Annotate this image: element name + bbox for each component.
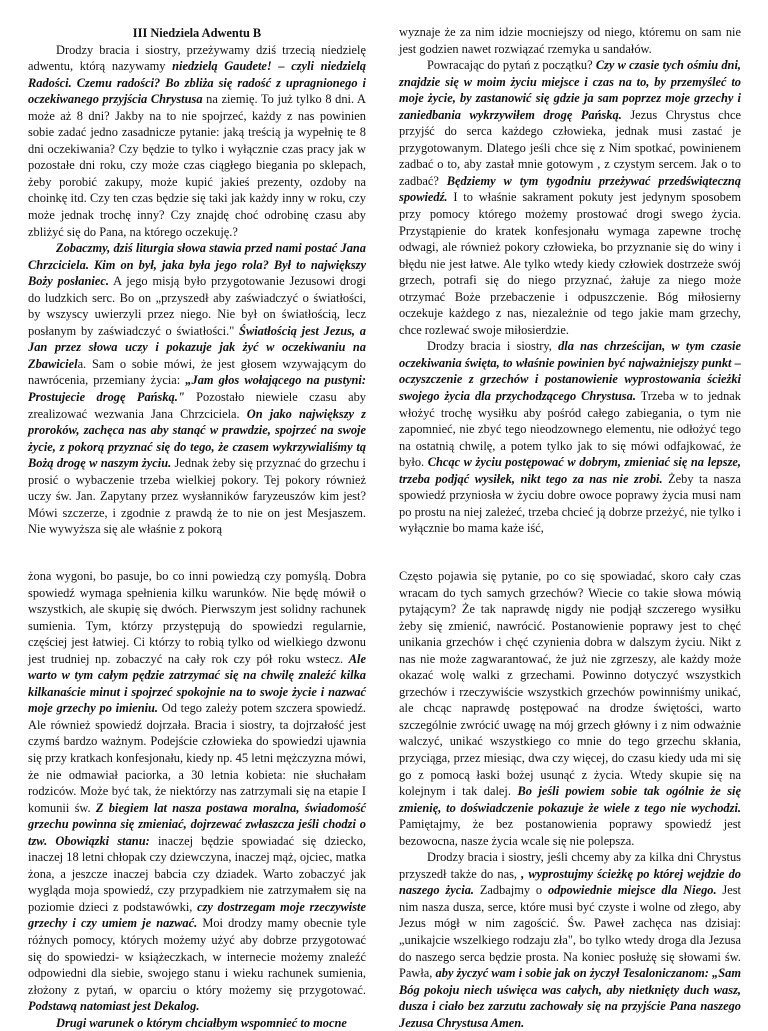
emphasis-text: Podstawą natomiast jest Dekalog. [28, 999, 200, 1014]
body-text: Powracając do pytań z początku? [427, 58, 596, 73]
paragraph [399, 57, 741, 338]
body-text: na ziemię. To już tylko 8 dni. A może aż 8 dni? Jakby na to nie spojrzeć, każdy z nas powinien sobie zadać jedno zasadnicze pytanie: jaką treścią ja wypełnię te 8 dni oczekiwania? Czy będzie to tylko i wyłącznie czas pracy jak w pozostałe dni roku, czy może czas ciągłego biegania po sklepach, żeby porobić zakupy, może kupić jakieś prezenty, ozdoby na choinkę itd. Czy ten czas będzie się taki jak każdy inny w roku, czy może jednak trochę inny? Czy znajdę choć odrobinę czasu aby zbliżyć się do Pana, na którego oczekuję.? [28, 92, 366, 239]
body-text: Pamiętajmy, że bez postanowienia poprawy spowiedź jest bezowocna, nasze życia wcale się nie polepsza. [399, 817, 741, 848]
body-text: inaczej będzie spowiadać się dziecko, inaczej 18 letni chłopak czy dziewczyna, inaczej mąż, ojciec, matka żona, a jeszcze inaczej babcia czy dziadek. Warto zobaczyć jak wygląda moja spowiedź, czy przypadkiem nie zatrzymałem się na poziomie dzieci z podstawówki, [28, 833, 366, 914]
paragraph [28, 240, 366, 538]
paragraph [399, 568, 741, 849]
emphasis-text: Ale warto w tym całym pędzie zatrzymać się na chwilę znaleźć kilka kilkanaście minut i spojrzeć spokojnie na to swoje życie i nazwać moje grzechy po imieniu. [28, 651, 366, 716]
page-title: III Niedziela Adwentu B [132, 26, 262, 40]
emphasis-text: Z biegiem lat nasza postawa moralna, świadomość grzechu powinna się zmieniać, dojrzewać zwłaszcza jeśli chodzi o tzw. Obowiązki stanu: [28, 800, 366, 848]
body-text: a. Sam o sobie mówi, że jest głosem wzywającym do nawrócenia, przemiany życia: [28, 356, 366, 388]
body-text: Zadbajmy o [474, 883, 548, 898]
body-text: Jest nim nasza dusza, serce, które musi być czyste i wolne od złego, aby Jezus mógł w nim zagościć. Św. Paweł zachęca nas dzisiaj: „unikajcie wszelkiego rodzaju zła", bo tylko wtedy droga dla Jezusa do naszego serca będzie prosta. Na koniec posłużę się słowami św. Pawła, [399, 883, 741, 981]
emphasis-text: Chcąc w życiu postępować w dobrym, zmieniać się na lepsze, trzeba podjąć wysiłek, nikt tego za nas nie zrobi. [399, 455, 741, 486]
column-1 [28, 25, 366, 538]
body-text: wyznaje że za nim idzie mocniejszy od niego, któremu on sam nie jest godzien nawet rozwiązać rzemyka u sandałów. [399, 25, 741, 56]
column-4 [399, 568, 741, 1031]
emphasis-text: Będziemy w tym tygodniu przeżywać przedświąteczną spowiedź. [399, 173, 741, 205]
body-text: Jednak żeby się przyznać do grzechu i prosić o wybaczenie trzeba wielkiej pokory. Tej pokory również uczy św. Jan. Zapytany przez wysłanników faryzeuszów kim jest? Mówi szczerze, i zgodnie z prawdą że to nie on jest Mesjaszem. Nie wywyższa się ale właśnie z pokorą [28, 456, 367, 537]
body-text: Żeby ta nasza spowiedź przyniosła w życiu dobre owoce poprawy życia musi nam po prostu na niej zależeć, trzeba chcieć ją dobrze przeżyć, nie tylko i wyłącznie bo mama każe iść, [399, 471, 741, 536]
body-text: A jego misją było przygotowanie Jezusowi drogi do ludzkich serc. Bo on „przyszedł aby zaświadczyć o światłości, by wszyscy uwierzyli przez niego. Nie był on światłością, lecz posłanym by zaświadczyć o światłości." [28, 274, 366, 338]
paragraph [28, 1015, 366, 1031]
body-text: Jezus Chrystus chce przyjść do serca każdego człowieka, jednak musi zastać je przygotowanym. Dlatego jeśli chce się z Nim spotkać, powinienem zadbać o to, aby zastał mnie gotowym , z czystym sercem. Jak o to zadbać? [399, 107, 741, 188]
body-text: Moi drodzy mamy obecnie tyle różnych pomocy, których możemy użyć aby dobrze przygotować się do spowiedzi- w książeczkach, w internecie możemy znaleźć odpowiedni dla siebie, swojego stanu i wieku rachunek sumienia, złożony z pytań, w oparciu o który możemy się przygotować. [28, 916, 366, 997]
body-text: I to właśnie sakrament pokuty jest jedynym sposobem przy pomocy którego możemy prostować drogi swego życia. Przystąpienie do kratek konfesjonału wymaga zapewne trochę odwagi, ale również pokory człowieka, bo przyznanie się do winy i błędu nie jest łatwe. Ale tylko wtedy kiedy człowiek dostrzeże swój grzech, potrafi się do niego przyznać, żałuje za niego może otrzymać Boże przebaczenie i odpuszczenie. Bóg miłosierny oczekuje każdego z nas, niezależnie od tego jakie mam grzechy, chce rozlewać swoje miłosierdzie. [399, 190, 741, 337]
emphasis-text: odpowiednie miejsce dla Niego. [547, 883, 717, 898]
body-text: Drodzy bracia i siostry, [427, 339, 559, 354]
column-3 [28, 568, 366, 1031]
emphasis-text: „Jam głos wołającego na pustyni: Prostujecie drogę Pańską." [28, 373, 366, 405]
body-text: żona wygoni, bo pasuje, bo co inni powiedzą czy pomyślą. Dobra spowiedź wymaga spełnienia kilku warunków. Nie będę mówił o wszystkich, ale skupię się dwóch. Pierwszym jest solidny rachunek sumienia. Tym, którzy przystępują do spowiedzi regularnie, częściej jest łatwiej. Ci którzy to robią tylko od wielkiego dzwonu jest trudniej np. zobaczyć na cały rok czy pół roku wstecz. [28, 569, 366, 666]
body-text: Od tego zależy potem szczera spowiedź. Ale również spowiedź dojrzała. Bracia i siostry, ta dojrzałość jest czymś bardzo ważnym. Podejście człowieka do spowiedzi ujawnia się przy kratkach konfesjonału, kiedy np. 45 letni mężczyzna mówi, że nie odmawiał paciorka, a 30 letnia kobieta: nie słuchałam rodziców. Może być tak, że niektórzy nas zatrzymali się na etapie I komunii św. [28, 701, 366, 815]
emphasis-text: Czy w czasie tych ośmiu dni, znajdzie się w moim życiu miejsce i czas na to, by przemyśleć to moje życie, by zastanowić się gdzie ja sam poprzez moje grzechy i zaniedbania wykrzywiłem drogę Pańską. [399, 58, 741, 122]
paragraph [28, 42, 366, 241]
emphasis-text: On jako największy z proroków, zachęca nas aby stanąć w prawdzie, spojrzeć na swoje życie, z pokorą przyznać się do tego, że czasem wykrzywialiśmy tą Bożą drogę w naszym życiu. [28, 406, 366, 471]
emphasis-text: Drugi warunek o którym chciałbym wspomnieć to mocne [56, 1015, 347, 1030]
body-text: Drodzy bracia i siostry, jeśli chcemy aby za kilka dni Chrystus przyszedł także do nas, [399, 850, 741, 881]
emphasis-text: czy dostrzegam moje rzeczywiste grzechy i czy umiem je nazwać. [28, 899, 366, 931]
emphasis-text: niedzielą Gaudete! – czyli niedzielą Radości. Czemu radości? Bo zbliża się radość z upragnionego i oczekiwanego przyjścia Chrystusa [28, 59, 366, 107]
emphasis-text: Bo jeśli powiem sobie tak ogólnie że się zmienię, to doświadczenie pokazuje że wiele z tego nie wychodzi. [399, 784, 741, 815]
paragraph [28, 568, 366, 1015]
emphasis-text: aby życzyć wam i sobie jak on życzył Tesaloniczanom: „Sam Bóg pokoju niech uświęca was całych, aby nietknięty duch wasz, dusza i ciało bez zarzutu zachowały się na przyjście Pana naszego Jezusa Chrystusa Amen. [399, 966, 741, 1030]
emphasis-text: dla nas chrześcijan, w tym czasie oczekiwania święta, to właśnie powinien być najważniejszy punkt – oczyszczenie z grzechów i postanowienie wyprostowania ścieżki swojego życia dla przychodzącego Chrystusa. [399, 339, 741, 404]
paragraph [399, 24, 741, 57]
body-text: Pozostało niewiele czasu aby zrealizować wezwania Jana Chrzciciela. [28, 390, 366, 421]
body-text: Często pojawia się pytanie, po co się spowiadać, skoro cały czas wracam do tych samych grzechów? Wiecie co takie słowa mówią pytającym? Że tak naprawdę nigdy nie podjął szczerego wysiłku żeby się zmienić, nawrócić. Postanowienie poprawy jest to chęć unikania grzechów i chęć czynienia dobra w dalszym życiu. Nikt z nas nie może zagwarantować, że już nie zgrzeszy, ale każdy może okazać wolę walki z grzechami. Powinno dotyczyć wszystkich grzechów i rzeczywiście wszystkich grzechów powinniśmy unikać, ale chcąc naprawdę postępować na drodze świętości, warto szczególnie zwrócić uwagę na mój grzech główny i z nim odważnie walczyć, unikać wszystkiego co mnie do tego grzechu skłania, przyciąga, przez miesiąc, dwa czy więcej, do czasu kiedy uda mi się go z pomocą łaski bożej usunąć z życia. Wtedy skupie się na kolejnym i tak dalej. [399, 569, 741, 799]
paragraph [399, 338, 741, 537]
emphasis-text: Światłością jest Jezus, a Jan przez słowa uczy i pokazuje jak żyć w oczekiwaniu na Zbawiciel [28, 323, 366, 371]
emphasis-text: , wyprostujmy ścieżkę po której wejdzie do naszego życia. [399, 866, 741, 898]
paragraph [399, 849, 741, 1031]
body-text: Drodzy bracia i siostry, przeżywamy dziś trzecią niedzielę adwentu, którą nazywamy [28, 42, 366, 74]
body-text: Trzeba w to jednak włożyć trochę wysiłku aby pośród całego zabiegania, o tym nie zapomnieć, nie zbyć tego nieodzownego elementu, nie odłożyć tego na ostatnią chwilę, a potem tylko jak to się mówi odfajkować, że było. [399, 389, 741, 470]
emphasis-text: Zobaczmy, dziś liturgia słowa stawia przed nami postać Jana Chrzciciela. Kim on był, jaka była jego rola? Był to największy Boży posłaniec. [28, 241, 366, 289]
column-2 [399, 24, 741, 537]
